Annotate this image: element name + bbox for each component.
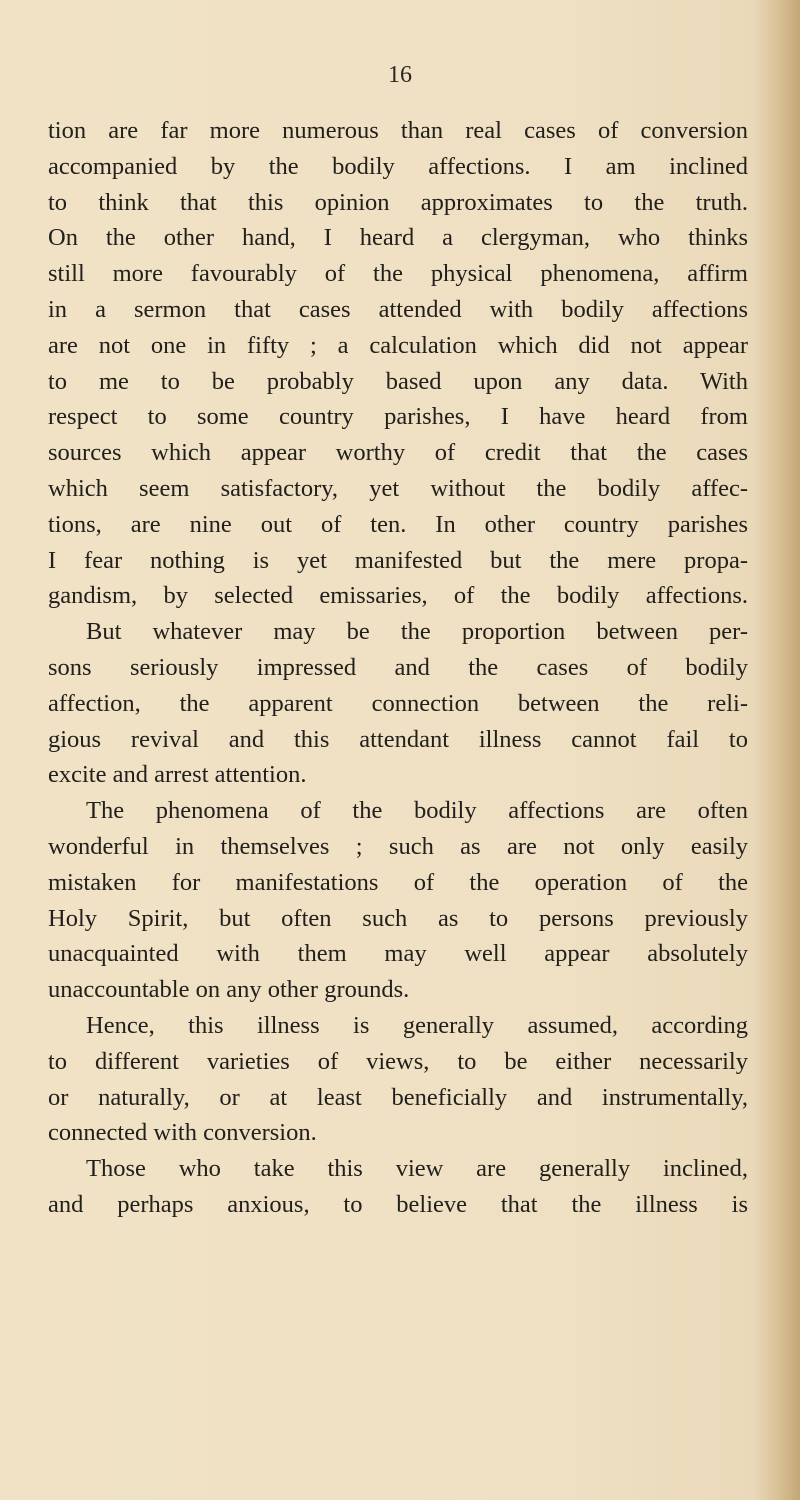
text-line: tion are far more numerous than real cases of conversion [48,117,748,144]
body-text [48,113,748,1223]
text-line: respect to some country parishes, I have heard from [48,403,748,431]
text-line: still more favourably of the physical phenomena, affirm [48,260,748,288]
text-line: or naturally, or at least beneficially and instrumentally, [48,1083,748,1111]
text-line: which seem satisfactory, yet without the bodily affec- [48,474,748,502]
text-line: affection, the apparent connection between the reli- [48,689,748,717]
page-number: 16 [388,62,412,88]
text-line: to different varieties of views, to be either necessarily [48,1047,748,1075]
text-line: in a sermon that cases attended with bodily affections [48,295,748,323]
page-edge-shadow [754,0,800,1500]
text-line: unaccountable on any other grounds. [48,976,410,1004]
text-line: Those who take this view are generally inclined, [86,1155,748,1183]
text-line: accompanied by the bodily affections. I am inclined [48,152,748,180]
text-line: unacquainted with them may well appear absolutely [48,940,748,968]
text-line: But whatever may be the proportion between per- [86,618,748,646]
text-line: Holy Spirit, but often such as to persons previously [48,904,748,932]
text-line: gandism, by selected emissaries, of the bodily affections. [48,582,748,610]
text-line: connected with conversion. [48,1119,317,1147]
text-line: mistaken for manifestations of the operation of the [48,868,748,896]
text-line: sons seriously impressed and the cases of bodily [48,653,748,681]
text-line: gious revival and this attendant illness cannot fail to [48,725,748,753]
text-line: wonderful in themselves ; such as are not only easily [48,832,748,860]
text-line: The phenomena of the bodily affections are often [86,797,748,825]
text-line: On the other hand, I heard a clergyman, who thinks [48,224,748,252]
text-line: tions, are nine out of ten. In other country parishes [48,510,748,538]
text-line: are not one in fifty ; a calculation which did not appear [48,331,748,359]
text-line: and perhaps anxious, to believe that the illness is [48,1190,748,1218]
text-line: to me to be probably based upon any data. With [48,367,748,395]
text-line: to think that this opinion approximates to the truth. [48,188,748,216]
text-line: Hence, this illness is generally assumed, according [86,1011,748,1039]
text-line: sources which appear worthy of credit that the cases [48,439,748,467]
text-line: excite and arrest attention. [48,761,307,789]
text-line: I fear nothing is yet manifested but the mere propa- [48,546,748,574]
